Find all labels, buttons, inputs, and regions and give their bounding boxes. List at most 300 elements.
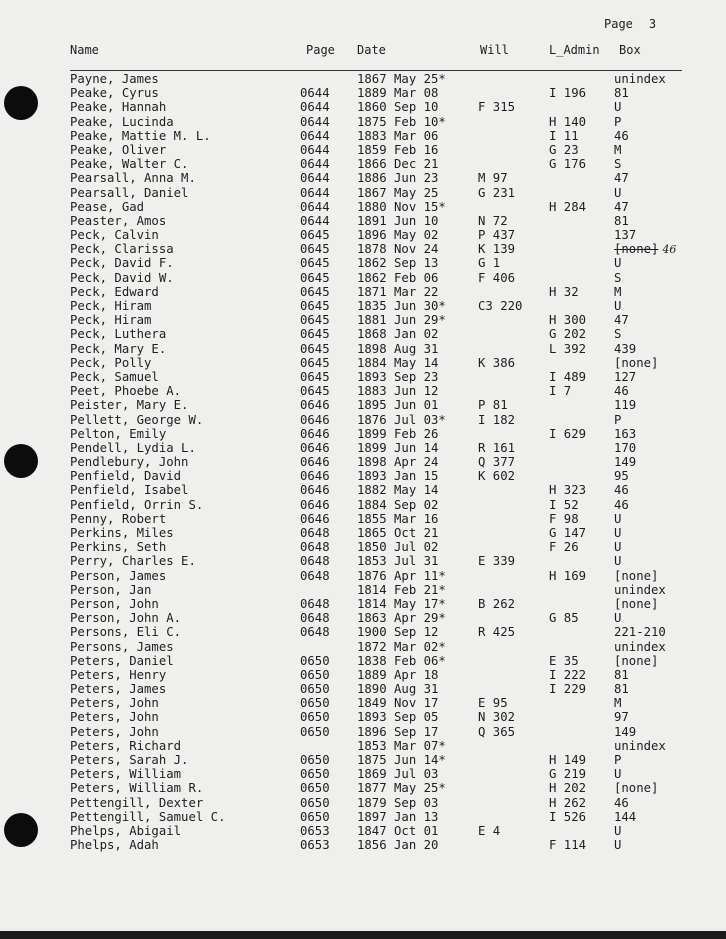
cell-will: F 406: [478, 270, 516, 285]
cell-box: 46: [614, 795, 629, 810]
cell-page: 0646: [300, 497, 330, 512]
record-row: [0, 781, 726, 795]
cell-page: 0650: [300, 781, 330, 796]
cell-box: 127: [614, 369, 637, 384]
cell-page: 0653: [300, 823, 330, 838]
cell-date: 1889 Apr 18: [357, 667, 439, 682]
cell-box: unindex: [614, 738, 666, 753]
cell-will: P 81: [478, 398, 508, 413]
record-row: [0, 299, 726, 313]
header-box: Box: [619, 43, 641, 57]
cell-name: Peters, Daniel: [70, 653, 174, 668]
cell-box: U: [614, 100, 622, 115]
record-row: [0, 413, 726, 427]
cell-date: 1859 Feb 16: [357, 142, 439, 157]
record-row: [0, 540, 726, 554]
cell-will: Q 377: [478, 455, 516, 470]
cell-name: Pendlebury, John: [70, 455, 189, 470]
cell-admin: G 202: [549, 327, 587, 342]
cell-page: 0646: [300, 440, 330, 455]
cell-page: 0645: [300, 284, 330, 299]
record-row: [0, 583, 726, 597]
cell-admin: I 526: [549, 809, 587, 824]
cell-page: 0646: [300, 469, 330, 484]
cell-page: 0645: [300, 299, 330, 313]
cell-admin: I 196: [549, 86, 587, 101]
cell-date: 1895 Jun 01: [357, 398, 439, 413]
record-row: [0, 654, 726, 668]
cell-box: 97: [614, 710, 629, 725]
record-row: [0, 115, 726, 129]
cell-box: U: [614, 838, 622, 853]
cell-page: 0650: [300, 696, 330, 711]
cell-page: 0644: [300, 213, 330, 228]
cell-box: 149: [614, 724, 637, 739]
cell-date: 1879 Sep 03: [357, 795, 439, 810]
cell-box: S: [614, 157, 622, 172]
cell-box: 137: [614, 228, 637, 243]
cell-date: 1855 Mar 16: [357, 511, 439, 526]
cell-page: 0653: [300, 838, 330, 853]
cell-date: 1853 Mar 07*: [357, 738, 446, 753]
cell-name: Penfield, David: [70, 469, 182, 484]
cell-admin: G 147: [549, 526, 587, 540]
cell-name: Peet, Phoebe A.: [70, 384, 182, 399]
cell-box: 47: [614, 199, 629, 214]
cell-box: [none]: [614, 355, 659, 370]
cell-name: Peters, Henry: [70, 667, 167, 682]
record-row: [0, 625, 726, 639]
cell-box: U: [614, 511, 622, 526]
cell-page: 0648: [300, 596, 330, 611]
cell-box: P: [614, 114, 622, 129]
cell-box: 221-210: [614, 625, 666, 640]
cell-date: 1875 Feb 10*: [357, 114, 446, 129]
cell-box: U: [614, 823, 622, 838]
cell-admin: H 284: [549, 199, 587, 214]
cell-date: 1853 Jul 31: [357, 554, 439, 569]
cell-admin: H 202: [549, 781, 587, 796]
cell-date: 1862 Sep 13: [357, 256, 439, 271]
record-row: [0, 129, 726, 143]
cell-admin: G 85: [549, 611, 579, 626]
cell-name: Phelps, Abigail: [70, 823, 182, 838]
cell-page: 0646: [300, 398, 330, 413]
cell-page: 0648: [300, 625, 330, 640]
cell-will: K 139: [478, 242, 516, 257]
cell-date: 1893 Sep 23: [357, 369, 439, 384]
page-label-text: Page: [604, 17, 633, 31]
cell-admin: H 32: [549, 284, 579, 299]
cell-admin: L 392: [549, 341, 587, 356]
cell-page: 0646: [300, 412, 330, 427]
punch-hole-bottom: [4, 813, 38, 847]
handwritten-note: 46: [662, 243, 677, 257]
cell-name: Person, James: [70, 568, 167, 583]
record-row: [0, 441, 726, 455]
cell-date: 1889 Mar 08: [357, 86, 439, 101]
cell-name: Peters, John: [70, 696, 159, 711]
cell-name: Persons, James: [70, 639, 174, 654]
cell-box: 81: [614, 86, 629, 101]
cell-date: 1866 Dec 21: [357, 157, 439, 172]
cell-date: 1900 Sep 12: [357, 625, 439, 640]
cell-date: 1863 Apr 29*: [357, 611, 446, 626]
cell-page: 0644: [300, 128, 330, 143]
cell-name: Peters, Sarah J.: [70, 753, 189, 767]
record-row: [0, 242, 726, 256]
header-name: Name: [70, 43, 99, 57]
punch-hole-middle: [4, 444, 38, 478]
cell-name: Penfield, Isabel: [70, 483, 189, 498]
cell-page: 0648: [300, 554, 330, 569]
cell-date: 1847 Oct 01: [357, 823, 439, 838]
cell-name: Person, John A.: [70, 611, 182, 626]
cell-name: Pelton, Emily: [70, 426, 167, 441]
cell-box: 170: [614, 440, 637, 455]
record-list: [0, 72, 726, 852]
cell-page: 0648: [300, 611, 330, 626]
cell-page: 0646: [300, 426, 330, 441]
cell-will: N 302: [478, 710, 516, 725]
cell-name: Pease, Gad: [70, 199, 145, 214]
cell-box: 144: [614, 809, 637, 824]
cell-box: M: [614, 284, 622, 299]
cell-page: 0645: [300, 242, 330, 257]
cell-page: 0646: [300, 511, 330, 526]
cell-name: Pearsall, Daniel: [70, 185, 189, 200]
record-row: [0, 228, 726, 242]
cell-name: Peck, Edward: [70, 284, 159, 299]
punch-hole-top: [4, 86, 38, 120]
cell-name: Peck, Polly: [70, 355, 152, 370]
cell-date: 1838 Feb 06*: [357, 653, 446, 668]
cell-name: Pettengill, Samuel C.: [70, 809, 226, 824]
cell-will: N 72: [478, 213, 508, 228]
cell-name: Peake, Mattie M. L.: [70, 128, 211, 143]
cell-name: Penfield, Orrin S.: [70, 497, 204, 512]
cell-box: U: [614, 526, 622, 540]
cell-admin: H 169: [549, 568, 587, 583]
cell-box: 163: [614, 426, 637, 441]
cell-box: M: [614, 142, 622, 157]
cell-page: 0645: [300, 256, 330, 271]
cell-page: 0650: [300, 667, 330, 682]
cell-box: unindex: [614, 582, 666, 597]
cell-date: 1881 Jun 29*: [357, 313, 446, 328]
cell-page: 0650: [300, 724, 330, 739]
cell-admin: I 52: [549, 497, 579, 512]
cell-page: 0650: [300, 710, 330, 725]
cell-page: 0645: [300, 355, 330, 370]
cell-admin: H 140: [549, 114, 587, 129]
cell-name: Pearsall, Anna M.: [70, 171, 196, 186]
cell-admin: I 489: [549, 369, 587, 384]
cell-name: Perry, Charles E.: [70, 554, 196, 569]
cell-box: [614, 242, 676, 257]
record-row: [0, 824, 726, 838]
cell-will: F 315: [478, 100, 516, 115]
cell-date: 1891 Jun 10: [357, 213, 439, 228]
cell-name: Peters, John: [70, 724, 159, 739]
cell-page: 0644: [300, 142, 330, 157]
cell-page: 0646: [300, 455, 330, 470]
record-row: [0, 370, 726, 384]
cell-name: Peake, Hannah: [70, 100, 167, 115]
cell-box: S: [614, 327, 622, 342]
record-row: [0, 214, 726, 228]
record-row: [0, 710, 726, 724]
cell-date: 1899 Feb 26: [357, 426, 439, 441]
cell-date: 1898 Aug 31: [357, 341, 439, 356]
record-row: [0, 157, 726, 171]
cell-name: Peters, James: [70, 682, 167, 697]
cell-will: R 425: [478, 625, 516, 640]
cell-box: 149: [614, 455, 637, 470]
cell-box: M: [614, 696, 622, 711]
cell-box: S: [614, 270, 622, 285]
record-row: [0, 186, 726, 200]
cell-will: G 1: [478, 256, 501, 271]
cell-date: 1877 May 25*: [357, 781, 446, 796]
cell-box: 81: [614, 213, 629, 228]
record-row: [0, 838, 726, 852]
record-row: [0, 356, 726, 370]
record-row: [0, 469, 726, 483]
cell-admin: G 219: [549, 767, 587, 782]
cell-name: Peake, Lucinda: [70, 114, 174, 129]
cell-box: U: [614, 256, 622, 271]
cell-admin: H 300: [549, 313, 587, 328]
record-row: [0, 753, 726, 767]
cell-box: 439: [614, 341, 637, 356]
cell-date: 1876 Jul 03*: [357, 412, 446, 427]
cell-name: Peck, David W.: [70, 270, 174, 285]
cell-date: 1871 Mar 22: [357, 284, 439, 299]
cell-page: 0646: [300, 483, 330, 498]
cell-admin: F 114: [549, 838, 587, 853]
cell-page: 0644: [300, 185, 330, 200]
cell-will: I 182: [478, 412, 516, 427]
cell-page: 0648: [300, 540, 330, 555]
cell-page: 0650: [300, 795, 330, 810]
cell-page: 0644: [300, 157, 330, 172]
page-label: [604, 17, 656, 31]
cell-box: U: [614, 299, 622, 313]
cell-date: 1883 Jun 12: [357, 384, 439, 399]
cell-name: Peters, William: [70, 767, 182, 782]
record-row: [0, 796, 726, 810]
cell-date: 1890 Aug 31: [357, 682, 439, 697]
record-row: [0, 72, 726, 86]
cell-name: Peck, David F.: [70, 256, 174, 271]
cell-date: 1862 Feb 06: [357, 270, 439, 285]
cell-box: P: [614, 412, 622, 427]
cell-date: 1896 May 02: [357, 228, 439, 243]
record-row: [0, 498, 726, 512]
header-admin: L_Admin: [549, 43, 600, 57]
header-will: Will: [480, 43, 509, 57]
cell-box: [none]: [614, 568, 659, 583]
record-row: [0, 86, 726, 100]
cell-date: 1880 Nov 15*: [357, 199, 446, 214]
cell-page: 0645: [300, 369, 330, 384]
cell-name: Peck, Hiram: [70, 313, 152, 328]
cell-will: G 231: [478, 185, 516, 200]
cell-date: 1878 Nov 24: [357, 242, 439, 257]
cell-page: 0644: [300, 199, 330, 214]
cell-will: B 262: [478, 596, 516, 611]
cell-date: 1865 Oct 21: [357, 526, 439, 540]
cell-will: E 339: [478, 554, 516, 569]
cell-box: U: [614, 540, 622, 555]
cell-admin: G 176: [549, 157, 587, 172]
record-row: [0, 554, 726, 568]
record-row: [0, 200, 726, 214]
cell-date: 1893 Jan 15: [357, 469, 439, 484]
record-row: [0, 384, 726, 398]
cell-date: 1850 Jul 02: [357, 540, 439, 555]
record-row: [0, 427, 726, 441]
cell-name: Peake, Cyrus: [70, 86, 159, 101]
cell-will: Q 365: [478, 724, 516, 739]
cell-admin: H 149: [549, 753, 587, 767]
cell-box: 46: [614, 483, 629, 498]
record-row: [0, 696, 726, 710]
cell-box: unindex: [614, 72, 666, 86]
cell-admin: F 98: [549, 511, 579, 526]
cell-name: Peck, Hiram: [70, 299, 152, 313]
cell-name: Peck, Calvin: [70, 228, 159, 243]
header-date: Date: [357, 43, 386, 57]
cell-box: 47: [614, 313, 629, 328]
cell-date: 1860 Sep 10: [357, 100, 439, 115]
cell-name: Peaster, Amos: [70, 213, 167, 228]
record-row: [0, 767, 726, 781]
cell-name: Perkins, Seth: [70, 540, 167, 555]
cell-date: 1876 Apr 11*: [357, 568, 446, 583]
scan-edge: [0, 931, 726, 939]
cell-name: Perkins, Miles: [70, 526, 174, 540]
cell-page: 0650: [300, 682, 330, 697]
record-row: [0, 611, 726, 625]
cell-will: M 97: [478, 171, 508, 186]
cell-box: 119: [614, 398, 637, 413]
cell-name: Payne, James: [70, 72, 159, 86]
cell-box: [none]: [614, 781, 659, 796]
cell-name: Persons, Eli C.: [70, 625, 182, 640]
cell-date: 1898 Apr 24: [357, 455, 439, 470]
record-row: [0, 455, 726, 469]
cell-box: [none]: [614, 596, 659, 611]
cell-name: Peters, Richard: [70, 738, 182, 753]
cell-will: K 602: [478, 469, 516, 484]
cell-date: 1882 May 14: [357, 483, 439, 498]
cell-box: [none]: [614, 653, 659, 668]
cell-name: Pellett, George W.: [70, 412, 204, 427]
cell-box: unindex: [614, 639, 666, 654]
cell-page: 0650: [300, 767, 330, 782]
cell-date: 1899 Jun 14: [357, 440, 439, 455]
cell-name: Peake, Oliver: [70, 142, 167, 157]
cell-name: Peck, Mary E.: [70, 341, 167, 356]
cell-name: Phelps, Adah: [70, 838, 159, 853]
cell-date: 1886 Jun 23: [357, 171, 439, 186]
cell-date: 1869 Jul 03: [357, 767, 439, 782]
record-row: [0, 483, 726, 497]
cell-admin: G 23: [549, 142, 579, 157]
cell-box: 46: [614, 384, 629, 399]
cell-will: K 386: [478, 355, 516, 370]
cell-page: 0644: [300, 86, 330, 101]
record-row: [0, 256, 726, 270]
cell-box: U: [614, 185, 622, 200]
cell-page: 0645: [300, 384, 330, 399]
cell-box: U: [614, 554, 622, 569]
cell-name: Peck, Clarissa: [70, 242, 174, 257]
record-row: [0, 327, 726, 341]
cell-date: 1872 Mar 02*: [357, 639, 446, 654]
record-row: [0, 313, 726, 327]
cell-admin: E 35: [549, 653, 579, 668]
record-row: [0, 143, 726, 157]
cell-page: 0645: [300, 313, 330, 328]
cell-name: Penny, Robert: [70, 511, 167, 526]
cell-admin: H 323: [549, 483, 587, 498]
cell-page: 0650: [300, 809, 330, 824]
cell-name: Peake, Walter C.: [70, 157, 189, 172]
cell-name: Peister, Mary E.: [70, 398, 189, 413]
cell-box: 81: [614, 682, 629, 697]
record-row: [0, 810, 726, 824]
cell-date: 1893 Sep 05: [357, 710, 439, 725]
record-row: [0, 668, 726, 682]
cell-name: Pettengill, Dexter: [70, 795, 204, 810]
cell-box: 81: [614, 667, 629, 682]
cell-admin: I 7: [549, 384, 572, 399]
cell-date: 1849 Nov 17: [357, 696, 439, 711]
record-row: [0, 739, 726, 753]
record-row: [0, 640, 726, 654]
cell-admin: I 629: [549, 426, 587, 441]
cell-will: E 95: [478, 696, 508, 711]
record-row: [0, 271, 726, 285]
cell-name: Peters, John: [70, 710, 159, 725]
cell-page: 0648: [300, 526, 330, 540]
cell-date: 1856 Jan 20: [357, 838, 439, 853]
cell-page: 0645: [300, 341, 330, 356]
cell-will: P 437: [478, 228, 516, 243]
cell-date: 1896 Sep 17: [357, 724, 439, 739]
header-page: Page: [306, 43, 335, 57]
cell-page: 0645: [300, 327, 330, 342]
cell-will: R 161: [478, 440, 516, 455]
cell-date: 1868 Jan 02: [357, 327, 439, 342]
record-row: [0, 569, 726, 583]
record-row: [0, 342, 726, 356]
cell-date: 1867 May 25*: [357, 72, 446, 86]
record-row: [0, 285, 726, 299]
record-row: [0, 526, 726, 540]
cell-admin: I 229: [549, 682, 587, 697]
cell-date: 1867 May 25: [357, 185, 439, 200]
cell-box: P: [614, 753, 622, 767]
record-row: [0, 597, 726, 611]
cell-admin: F 26: [549, 540, 579, 555]
cell-page: 0648: [300, 568, 330, 583]
cell-page: 0644: [300, 114, 330, 129]
cell-box: 47: [614, 171, 629, 186]
